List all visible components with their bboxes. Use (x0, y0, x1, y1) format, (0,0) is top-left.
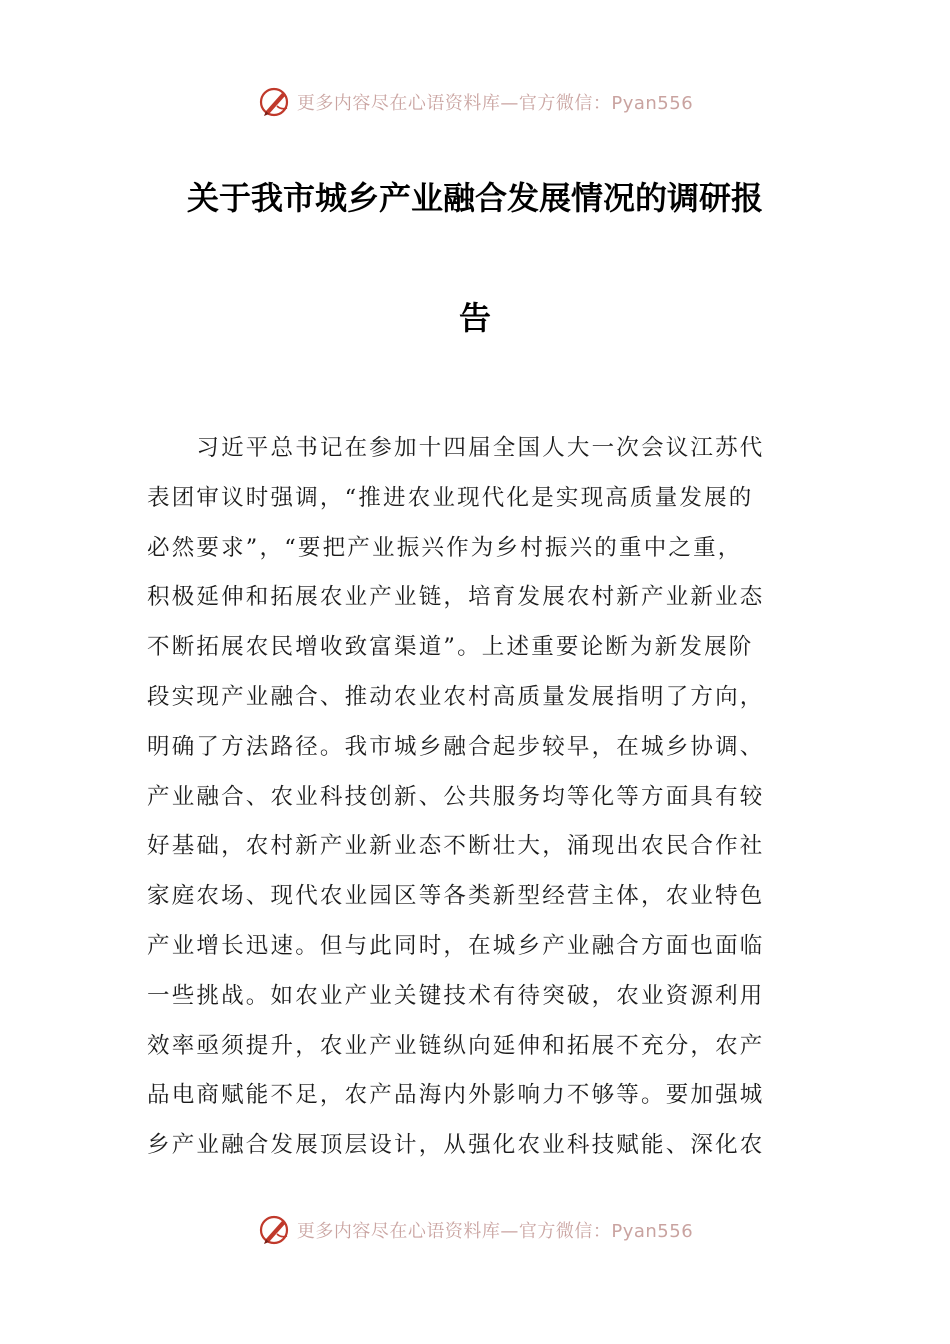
body-paragraph (147, 424, 807, 1171)
body-line: 积极延伸和拓展农业产业链，培育发展农村新产业新业态 (147, 584, 765, 611)
body-line: 必然要求”，“要把产业振兴作为乡村振兴的重中之重， (147, 534, 743, 561)
watermark-text: 更多内容尽在心语资料库—官方微信：Pyan556 (296, 93, 694, 114)
watermark-text: 更多内容尽在心语资料库—官方微信：Pyan556 (296, 1221, 694, 1242)
body-line: 产业融合、农业科技创新、公共服务均等化等方面具有较 (147, 783, 765, 810)
footer-watermark (0, 1210, 950, 1250)
pen-logo-icon (257, 84, 293, 120)
body-line: 家庭农场、现代农业园区等各类新型经营主体，农业特色 (147, 883, 765, 910)
header-watermark (0, 82, 950, 122)
body-line: 一些挑战。如农业产业关键技术有待突破，农业资源利用 (147, 982, 765, 1009)
pen-logo-icon (257, 1212, 293, 1248)
body-line: 好基础，农村新产业新业态不断壮大，涌现出农民合作社 (147, 833, 765, 860)
body-line: 习近平总书记在参加十四届全国人大一次会议江苏代 (147, 435, 765, 461)
document-title-line-1: 关于我市城乡产业融合发展情况的调研报 (186, 179, 763, 217)
body-line: 效率亟须提升，农业产业链纵向延伸和拓展不充分，农产 (147, 1032, 765, 1059)
body-line: 明确了方法路径。我市城乡融合起步较早，在城乡协调、 (147, 733, 765, 760)
body-line: 乡产业融合发展顶层设计，从强化农业科技赋能、深化农 (147, 1132, 765, 1159)
body-line: 产业增长迅速。但与此同时，在城乡产业融合方面也面临 (147, 932, 765, 959)
body-line: 品电商赋能不足，农产品海内外影响力不够等。要加强城 (147, 1082, 765, 1109)
body-line: 不断拓展农民增收致富渠道”。上述重要论断为新发展阶 (147, 634, 754, 661)
body-line: 段实现产业融合、推动农业农村高质量发展指明了方向， (147, 683, 765, 710)
body-line: 表团审议时强调，“推进农业现代化是实现高质量发展的 (147, 484, 754, 511)
document-title-line-2: 告 (458, 299, 491, 337)
